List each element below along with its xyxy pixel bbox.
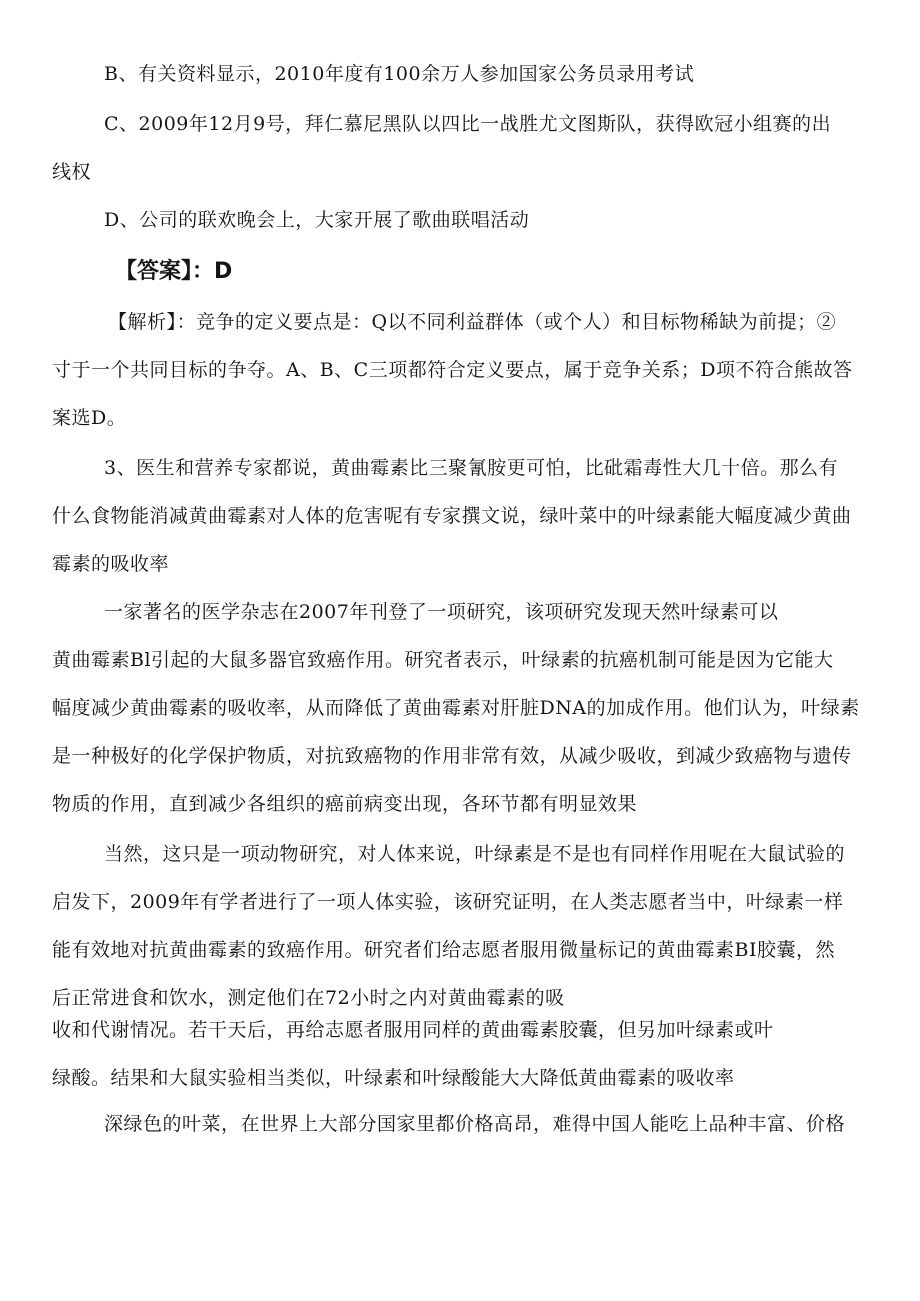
- paragraph-2-line-6: 绿酸。结果和大鼠实验相当类似，叶绿素和叶绿酸能大大降低黄曲霉素的吸收率: [52, 1067, 735, 1089]
- option-c: C、2009年12月9号，拜仁慕尼黑队以四比一战胜尤文图斯队，获得欧冠小组赛的出: [104, 113, 832, 135]
- analysis-line-2: 寸于一个共同目标的争夺。A、B、C三项都符合定义要点，属于竞争关系；D项不符合熊故答: [52, 359, 853, 381]
- paragraph-2-line-4: 后正常进食和饮水，测定他们在72小时之内对黄曲霉素的吸: [52, 987, 565, 1009]
- option-b: B、有关资料显示，2010年度有100余万人参加国家公务员录用考试: [104, 63, 695, 85]
- question-3-line-3: 霉素的吸收率: [52, 553, 170, 575]
- analysis-line-3: 案选D。: [52, 407, 127, 429]
- paragraph-2-line-2: 启发下，2009年有学者进行了一项人体实验，该研究证明，在人类志愿者当中，叶绿素一样: [52, 891, 844, 913]
- paragraph-2-line-1: 当然，这只是一项动物研究，对人体来说，叶绿素是不是也有同样作用呢在大鼠试验的: [104, 843, 846, 865]
- paragraph-2-line-5: 收和代谢情况。若干天后，再给志愿者服用同样的黄曲霉素胶囊，但另加叶绿素或叶: [52, 1019, 774, 1041]
- paragraph-1-line-5: 物质的作用，直到减少各组织的癌前病变出现，各环节都有明显效果: [52, 793, 638, 815]
- paragraph-1-line-1: 一家著名的医学杂志在2007年刊登了一项研究，该项研究发现天然叶绿素可以: [104, 601, 779, 623]
- paragraph-2-line-3: 能有效地对抗黄曲霉素的致癌作用。研究者们给志愿者服用微量标记的黄曲霉素BI胶囊，然: [52, 939, 835, 961]
- paragraph-1-line-4: 是一种极好的化学保护物质，对抗致癌物的作用非常有效，从减少吸收，到减少致癌物与遗传: [52, 745, 852, 767]
- paragraph-1-line-2: 黄曲霉素Bl引起的大鼠多器官致癌作用。研究者表示，叶绿素的抗癌机制可能是因为它能大: [52, 649, 834, 671]
- option-d: D、公司的联欢晚会上，大家开展了歌曲联唱活动: [104, 209, 530, 231]
- answer-label: 【答案】：D: [115, 259, 233, 284]
- question-3-line-2: 什么食物能消减黄曲霉素对人体的危害呢有专家撰文说，绿叶菜中的叶绿素能大幅度减少黄曲: [52, 505, 852, 527]
- question-3-line-1: 3、医生和营养专家都说，黄曲霉素比三聚氰胺更可怕，比砒霜毒性大几十倍。那么有: [104, 457, 839, 479]
- option-c-continued: 线权: [52, 161, 92, 183]
- paragraph-1-line-3: 幅度减少黄曲霉素的吸收率，从而降低了黄曲霉素对肝脏DNA的加成作用。他们认为，叶绿素: [52, 697, 860, 719]
- analysis-line-1: 【解析】：竞争的定义要点是：Q以不同利益群体（或个人）和目标物稀缺为前提；②: [108, 311, 837, 333]
- paragraph-3-line-1: 深绿色的叶菜，在世界上大部分国家里都价格高昂，难得中国人能吃上品种丰富、价格: [104, 1113, 846, 1135]
